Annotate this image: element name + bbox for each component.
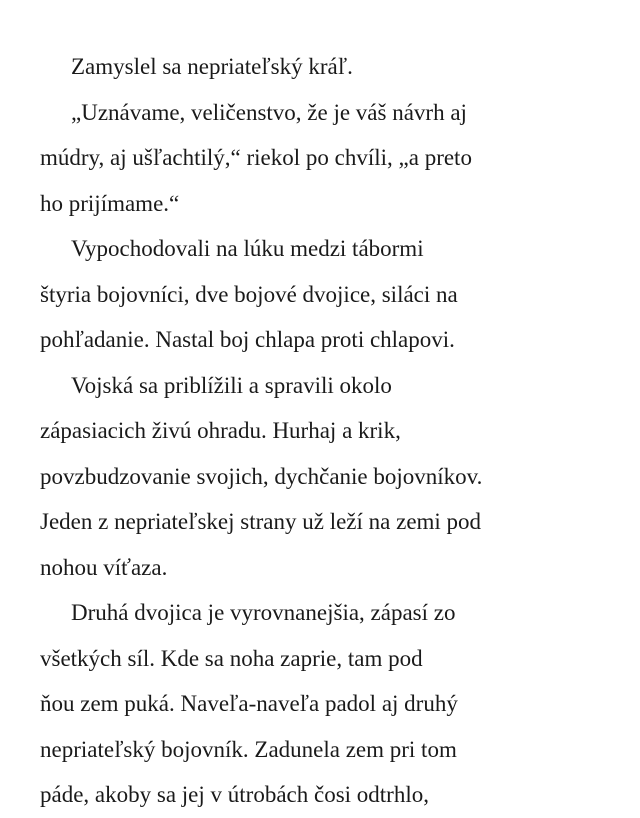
text-line: Jeden z nepriateľskej strany už leží na zemi pod xyxy=(40,509,482,534)
text-line: všetkých síl. Kde sa noha zaprie, tam pod xyxy=(40,645,423,671)
text-line: Zamyslel sa nepriateľský kráľ. xyxy=(71,54,353,79)
text-line: ho prijímame.“ xyxy=(40,190,180,216)
text-line: nohou víťaza. xyxy=(40,554,168,580)
text-line: povzbudzovanie svojich, dychčanie bojovníkov. xyxy=(40,463,483,489)
text-line: páde, akoby sa jej v útrobách čosi odtrhlo, xyxy=(40,782,429,807)
text-line: Vypochodovali na lúku medzi tábormi xyxy=(71,236,424,261)
text-line: štyria bojovníci, dve bojové dvojice, siláci na xyxy=(40,281,458,307)
text-line: Druhá dvojica je vyrovnanejšia, zápasí zo xyxy=(71,600,456,625)
text-line: „Uznávame, veličenstvo, že je váš návrh aj xyxy=(71,99,467,125)
text-line: ňou zem puká. Naveľa-naveľa padol aj druhý xyxy=(40,691,458,716)
text-line: múdry, aj ušľachtilý,“ riekol po chvíli, „a preto xyxy=(40,145,472,170)
text-line: pohľadanie. Nastal boj chlapa proti chlapovi. xyxy=(40,327,455,352)
text-line: nepriateľský bojovník. Zadunela zem pri tom xyxy=(40,736,457,762)
book-page-text xyxy=(40,44,620,818)
text-line: zápasiacich živú ohradu. Hurhaj a krik, xyxy=(40,418,401,443)
text-line: Vojská sa priblížili a spravili okolo xyxy=(71,372,392,398)
